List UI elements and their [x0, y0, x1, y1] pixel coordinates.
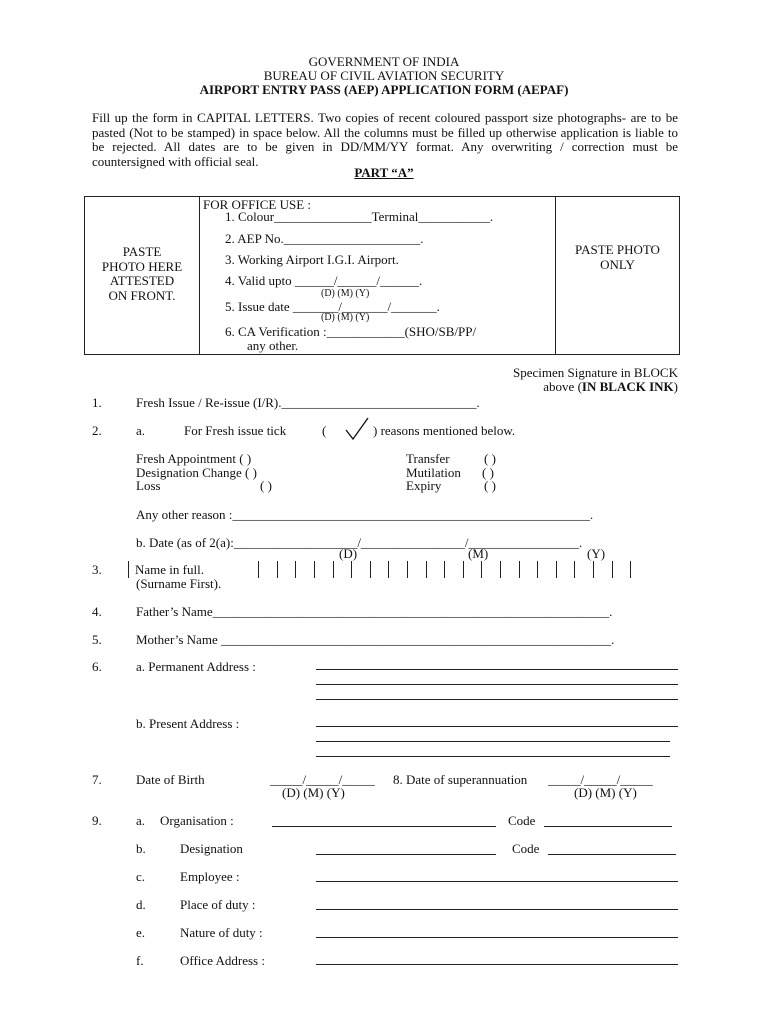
- q2b-month-label: (M): [468, 546, 489, 561]
- header-line1: GOVERNMENT OF INDIA: [308, 54, 460, 69]
- name-letter-cell-divider: [519, 561, 520, 578]
- q3-number: 3.: [92, 562, 102, 577]
- name-letter-cell-divider: [407, 561, 408, 578]
- q6-number: 6.: [92, 659, 102, 674]
- checkmark-icon: [344, 416, 370, 442]
- dob-sub-labels: (D) (M) (Y): [282, 785, 345, 800]
- q2a-label: a.: [136, 423, 146, 438]
- place-of-duty-label: Place of duty :: [180, 897, 256, 912]
- q9b-label: b.: [136, 841, 146, 856]
- office-item-aep: 2. AEP No._____________________.: [225, 231, 424, 246]
- reason-transfer: Transfer: [406, 451, 450, 466]
- designation-code-field[interactable]: [548, 854, 676, 855]
- name-letter-cell-divider: [593, 561, 594, 578]
- reason-transfer-box[interactable]: ( ): [484, 451, 496, 466]
- q2b-year-label: (Y): [587, 546, 606, 561]
- q3-label2: (Surname First).: [136, 576, 222, 591]
- q4-number: 4.: [92, 604, 102, 619]
- name-letter-cell-divider: [612, 561, 613, 578]
- signature-line1: Specimen Signature in BLOCK: [512, 365, 678, 380]
- nature-of-duty-field[interactable]: [316, 937, 678, 938]
- superannuation-sub-labels: (D) (M) (Y): [574, 785, 637, 800]
- reason-mutilation: Mutilation: [406, 465, 461, 480]
- q9d-label: d.: [136, 897, 146, 912]
- place-of-duty-field[interactable]: [316, 909, 678, 910]
- organisation-label: Organisation :: [160, 813, 234, 828]
- header-line2: BUREAU OF CIVIL AVIATION SECURITY: [263, 68, 505, 83]
- q1-number: 1.: [92, 395, 102, 410]
- dob-label: Date of Birth: [136, 772, 205, 787]
- organisation-code-field[interactable]: [544, 826, 672, 827]
- permanent-address-line-2[interactable]: [316, 684, 678, 685]
- designation-field[interactable]: [316, 854, 496, 855]
- name-letter-cell-divider: [537, 561, 538, 578]
- q2b-date[interactable]: b. Date (as of 2(a):___________________/________________/_________________.: [136, 535, 583, 550]
- present-address-line-2[interactable]: [316, 741, 670, 742]
- name-letter-cell-divider: [426, 561, 427, 578]
- mother-name[interactable]: Mother’s Name ____________________________________________________________.: [136, 632, 615, 647]
- name-letter-cell-divider: [574, 561, 575, 578]
- nature-of-duty-label: Nature of duty :: [180, 925, 263, 940]
- reason-fresh-appointment[interactable]: Fresh Appointment ( ): [136, 451, 252, 466]
- q9c-label: c.: [136, 869, 146, 884]
- office-item-issue-sub: (D) (M) (Y): [321, 312, 370, 323]
- employee-label: Employee :: [180, 869, 240, 884]
- organisation-code-label: Code: [508, 813, 536, 828]
- part-title: PART “A”: [354, 165, 414, 180]
- q1-fresh-issue[interactable]: Fresh Issue / Re-issue (I/R).______________________________.: [136, 395, 480, 410]
- office-item-valid: 4. Valid upto ______/______/______.: [225, 273, 423, 288]
- office-item-valid-sub: (D) (M) (Y): [321, 288, 370, 299]
- q3-label: Name in full.: [135, 562, 204, 577]
- father-name[interactable]: Father’s Name_____________________________________________________________.: [136, 604, 613, 619]
- reason-mutilation-box[interactable]: ( ): [482, 465, 494, 480]
- name-letter-cell-divider: [463, 561, 464, 578]
- dob-field[interactable]: _____/_____/_____: [270, 772, 375, 787]
- designation-code-label: Code: [512, 841, 540, 856]
- designation-label: Designation: [180, 841, 243, 856]
- office-address-label: Office Address :: [180, 953, 265, 968]
- name-letter-cell-divider: [333, 561, 334, 578]
- reason-expiry-box[interactable]: ( ): [484, 478, 496, 493]
- reason-loss-box[interactable]: ( ): [260, 478, 272, 493]
- q2-number: 2.: [92, 423, 102, 438]
- office-item-ca: 6. CA Verification :____________(SHO/SB/PP/: [225, 324, 477, 339]
- reason-loss: Loss: [136, 478, 161, 493]
- office-item-ca-other: any other.: [247, 338, 299, 353]
- superannuation-field[interactable]: _____/_____/_____: [548, 772, 653, 787]
- paste-photo-left: PASTE PHOTO HERE ATTESTED ON FRONT.: [101, 244, 183, 303]
- name-letter-cell-divider: [314, 561, 315, 578]
- q9f-label: f.: [136, 953, 144, 968]
- name-letter-cell-divider: [556, 561, 557, 578]
- name-letter-cell-divider: [388, 561, 389, 578]
- name-letter-cell-divider: [295, 561, 296, 578]
- q5-number: 5.: [92, 632, 102, 647]
- signature-line2: above (IN BLACK INK): [543, 379, 678, 394]
- office-item-colour: 1. Colour_______________Terminal___________.: [225, 209, 494, 224]
- organisation-field[interactable]: [272, 826, 496, 827]
- present-address-line-1[interactable]: [316, 726, 678, 727]
- office-item-issue: 5. Issue date _______/_______/_______.: [225, 299, 440, 314]
- office-title: FOR OFFICE USE :: [203, 197, 311, 212]
- q9-number: 9.: [92, 813, 102, 828]
- name-letter-cell-divider: [277, 561, 278, 578]
- permanent-address-line-1[interactable]: [316, 669, 678, 670]
- name-letter-cell-divider: [444, 561, 445, 578]
- present-address-label: b. Present Address :: [136, 716, 240, 731]
- office-address-field[interactable]: [316, 964, 678, 965]
- photo-office-box: [84, 196, 680, 355]
- q2b-day-label: (D): [339, 546, 358, 561]
- permanent-address-label: a. Permanent Address :: [136, 659, 256, 674]
- q7-number: 7.: [92, 772, 102, 787]
- instructions: Fill up the form in CAPITAL LETTERS. Two copies of recent coloured passport size photographs- are to be pasted (Not to be stamped) in space below. All the columns must be filled up otherwise application is liable to be rejected. All dates are to be given in DD/MM/YY format. Any overwriting / correction must be countersigned with official seal.: [92, 110, 678, 169]
- paste-photo-right: PASTE PHOTO ONLY: [575, 242, 660, 272]
- q9e-label: e.: [136, 925, 146, 940]
- name-letter-cell-divider: [500, 561, 501, 578]
- header-title: AIRPORT ENTRY PASS (AEP) APPLICATION FORM (AEPAF): [199, 82, 569, 97]
- name-letter-cell-divider: [351, 561, 352, 578]
- reason-expiry: Expiry: [406, 478, 442, 493]
- permanent-address-line-3[interactable]: [316, 699, 678, 700]
- name-letter-cell-divider: [370, 561, 371, 578]
- superannuation-label: 8. Date of superannuation: [393, 772, 528, 787]
- q9a-label: a.: [136, 813, 146, 828]
- q2a-paren-open: (: [322, 423, 327, 438]
- name-letter-cell-divider: [630, 561, 631, 578]
- q2a-after-tick: ) reasons mentioned below.: [373, 423, 516, 438]
- name-letter-cell-divider: [481, 561, 482, 578]
- present-address-line-3[interactable]: [316, 756, 670, 757]
- name-letter-cell-divider: [258, 561, 259, 578]
- office-item-airport: 3. Working Airport I.G.I. Airport.: [225, 252, 399, 267]
- reason-designation-change[interactable]: Designation Change ( ): [136, 465, 257, 480]
- other-reason[interactable]: Any other reason :_______________________________________________________.: [136, 507, 594, 522]
- q2a-text: For Fresh issue tick: [184, 423, 287, 438]
- employee-field[interactable]: [316, 881, 678, 882]
